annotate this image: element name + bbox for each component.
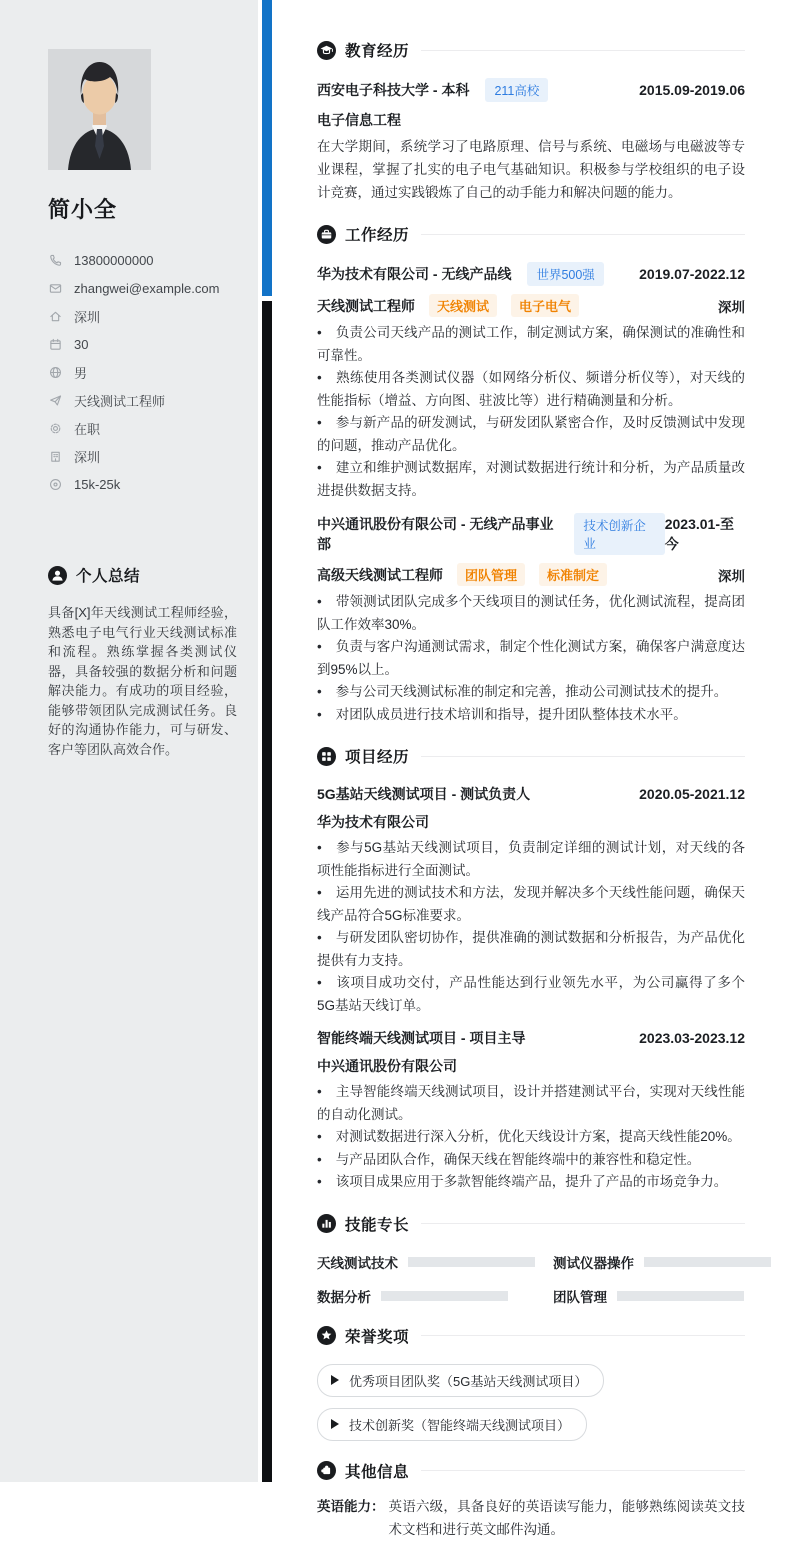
section-title: 其他信息 xyxy=(345,1463,410,1481)
section-title: 工作经历 xyxy=(345,227,410,244)
section-work xyxy=(317,223,745,726)
project-bullets xyxy=(317,1081,745,1194)
contact-salary xyxy=(48,470,237,498)
work-location: 深圳 xyxy=(718,568,745,584)
contact-city xyxy=(48,442,237,470)
contact-text: 13800000000 xyxy=(74,252,154,268)
skill-label: 测试仪器操作 xyxy=(553,1255,634,1271)
role-name: 高级天线测试工程师 xyxy=(317,566,443,583)
bullet-item: • 建立和维护测试数据库，对测试数据进行统计和分析，为产品质量改进提供数据支持。 xyxy=(317,457,745,502)
skill-bar xyxy=(381,1291,508,1301)
role-tag: 天线测试 xyxy=(429,294,497,317)
contact-status xyxy=(48,414,237,442)
person-icon xyxy=(48,566,67,585)
contact-gender xyxy=(48,358,237,386)
bullet-item: • 带领测试团队完成多个天线项目的测试任务，优化测试流程，提高团队工作效率30%。 xyxy=(317,591,745,636)
other-text: 英语六级，具备良好的英语读写能力，能够熟练阅读英文技术文档和进行英文邮件沟通。 xyxy=(388,1498,745,1537)
section-projects xyxy=(317,745,745,1194)
summary-title: 个人总结 xyxy=(76,568,141,585)
role-tag: 标准制定 xyxy=(539,563,607,586)
contact-list xyxy=(48,246,237,498)
education-date: 2015.09-2019.06 xyxy=(639,82,745,98)
accent-stripe-black xyxy=(262,301,272,1482)
bullet-item: • 运用先进的测试技术和方法，发现并解决多个天线性能问题，确保天线产品符合5G标准要求。 xyxy=(317,882,745,927)
project-title-row xyxy=(317,1028,745,1048)
contact-text: zhangwei@example.com xyxy=(74,280,220,296)
contact-text: 30 xyxy=(74,336,89,352)
education-header xyxy=(317,39,745,61)
candidate-name: 简小全 xyxy=(48,197,118,222)
honor-item[interactable] xyxy=(317,1408,587,1441)
section-title: 技能专长 xyxy=(345,1216,410,1234)
grid-icon xyxy=(317,747,336,766)
section-title: 教育经历 xyxy=(345,43,410,60)
role-row xyxy=(317,294,745,317)
work-date: 2023.01-至今 xyxy=(664,516,735,552)
status-icon xyxy=(48,421,62,435)
bullet-item: • 该项目成果应用于多款智能终端产品，提升了产品的市场竞争力。 xyxy=(317,1171,745,1194)
skill-bar xyxy=(408,1257,535,1267)
salary-icon xyxy=(48,477,62,491)
skill-item xyxy=(317,1286,535,1306)
contact-age xyxy=(48,330,237,358)
project-entry xyxy=(317,1028,745,1194)
phone-icon xyxy=(48,253,62,267)
skill-label: 数据分析 xyxy=(317,1289,371,1305)
profile-photo xyxy=(48,49,151,170)
work-location: 深圳 xyxy=(718,299,745,315)
bullet-item: • 与研发团队密切协作，提供准确的测试数据和分析报告，为产品优化提供有力支持。 xyxy=(317,927,745,972)
skills-header xyxy=(317,1213,745,1235)
bullet-item: • 负责公司天线产品的测试工作，制定测试方案，确保测试的准确性和可靠性。 xyxy=(317,322,745,367)
contact-text: 深圳 xyxy=(74,449,101,465)
company-badge: 技术创新企业 xyxy=(574,513,664,555)
education-title-row xyxy=(317,78,745,102)
divider xyxy=(421,1223,745,1224)
bullet-item: • 参与新产品的研发测试，与研发团队紧密合作，及时反馈测试中发现的问题，推动产品优化。 xyxy=(317,412,745,457)
company-row xyxy=(317,513,745,555)
bullet-item: • 熟练使用各类测试仪器（如网络分析仪、频谱分析仪等），对天线的性能指标（增益、方向图、驻波比等）进行精确测量和分析。 xyxy=(317,367,745,412)
major-row xyxy=(317,110,745,130)
work-bullets xyxy=(317,591,745,726)
divider xyxy=(421,756,745,757)
role-row xyxy=(317,563,745,586)
company-name: 中兴通讯股份有限公司 - 无线产品事业部 xyxy=(317,516,554,552)
company-badge: 世界500强 xyxy=(527,262,603,286)
section-education xyxy=(317,39,745,204)
mail-icon xyxy=(48,281,62,295)
project-company-row xyxy=(317,1056,745,1076)
resume-main xyxy=(317,0,745,1537)
honor-text: 优秀项目团队奖（5G基站天线测试项目） xyxy=(349,1373,588,1389)
school-name: 西安电子科技大学 - 本科 xyxy=(317,82,470,98)
bullet-item: • 参与5G基站天线测试项目，负责制定详细的测试计划，对天线的各项性能指标进行全面测试。 xyxy=(317,837,745,882)
divider xyxy=(421,1335,745,1336)
age-icon xyxy=(48,337,62,351)
bullet-item: • 对团队成员进行技术培训和指导，提升团队整体技术水平。 xyxy=(317,704,745,727)
summary-text: 具备[X]年天线测试工程师经验，熟悉电子电气行业天线测试标准和流程。熟练掌握各类测试仪器，具备较强的数据分析和问题解决能力。有成功的项目经验，能够带领团队完成测试任务。良好的沟通协作能力，可与研发、客户等团队高效合作。 xyxy=(48,605,237,757)
education-entry xyxy=(317,78,745,204)
medal-icon xyxy=(317,1326,336,1345)
work-header xyxy=(317,223,745,245)
honor-text: 技术创新奖（智能终端天线测试项目） xyxy=(349,1417,571,1433)
work-entry xyxy=(317,262,745,502)
skill-label: 天线测试技术 xyxy=(317,1255,398,1271)
bullet-item: • 主导智能终端天线测试项目，设计并搭建测试平台，实现对天线性能的自动化测试。 xyxy=(317,1081,745,1126)
contact-text: 深圳 xyxy=(74,309,101,325)
accent-stripe-blue xyxy=(262,0,272,296)
bullet-item: • 该项目成功交付，产品性能达到行业领先水平，为公司赢得了多个5G基站天线订单。 xyxy=(317,972,745,1017)
project-date: 2020.05-2021.12 xyxy=(639,786,745,802)
contact-email xyxy=(48,274,237,302)
contact-text: 天线测试工程师 xyxy=(74,393,166,409)
project-date: 2023.03-2023.12 xyxy=(639,1030,745,1046)
section-other xyxy=(317,1460,745,1541)
work-bullets xyxy=(317,322,745,502)
project-company: 华为技术有限公司 xyxy=(317,814,429,830)
gender-icon xyxy=(48,365,62,379)
skill-bar xyxy=(644,1257,771,1267)
profile-photo-image xyxy=(48,49,151,170)
major-name: 电子信息工程 xyxy=(317,112,401,128)
section-title: 荣誉奖项 xyxy=(345,1328,410,1346)
puzzle-icon xyxy=(317,1461,336,1480)
bullet-item: • 与产品团队合作，确保天线在智能终端中的兼容性和稳定性。 xyxy=(317,1149,745,1172)
contact-phone xyxy=(48,246,237,274)
company-name: 华为技术有限公司 - 无线产品线 xyxy=(317,266,512,282)
skill-bar xyxy=(617,1291,744,1301)
projects-header xyxy=(317,745,745,767)
honor-item[interactable] xyxy=(317,1364,604,1397)
role-tag: 电子电气 xyxy=(511,294,579,317)
project-name: 5G基站天线测试项目 - 测试负责人 xyxy=(317,786,531,802)
bullet-item: • 负责与客户沟通测试需求，制定个性化测试方案，确保客户满意度达到95%以上。 xyxy=(317,636,745,681)
other-header xyxy=(317,1460,745,1482)
city-icon xyxy=(48,449,62,463)
project-company-row xyxy=(317,812,745,832)
divider xyxy=(421,234,745,235)
other-label: 英语能力： xyxy=(317,1498,385,1514)
section-title: 项目经历 xyxy=(345,749,410,766)
contact-text: 男 xyxy=(74,365,88,381)
contact-location xyxy=(48,302,237,330)
company-row xyxy=(317,262,745,286)
contact-job-title xyxy=(48,386,237,414)
bar-chart-icon xyxy=(317,1214,336,1233)
work-date: 2019.07-2022.12 xyxy=(639,266,745,282)
project-entry xyxy=(317,784,745,1017)
skill-label: 团队管理 xyxy=(553,1289,607,1305)
divider xyxy=(421,1470,745,1471)
graduation-cap-icon xyxy=(317,41,336,60)
school-badge: 211高校 xyxy=(485,78,548,102)
role-name: 天线测试工程师 xyxy=(317,297,415,314)
project-bullets xyxy=(317,837,745,1017)
home-icon xyxy=(48,309,62,323)
bullet-item: • 参与公司天线测试标准的制定和完善，推动公司测试技术的提升。 xyxy=(317,681,745,704)
work-entry xyxy=(317,513,745,726)
project-company: 中兴通讯股份有限公司 xyxy=(317,1058,457,1074)
section-skills xyxy=(317,1213,745,1306)
summary-header xyxy=(48,564,237,586)
divider xyxy=(421,50,745,51)
project-title-row xyxy=(317,784,745,804)
education-description: 在大学期间，系统学习了电路原理、信号与系统、电磁场与电磁波等专业课程，掌握了扎实的电子电气基础知识。积极参与学校组织的电子设计竞赛，通过实践锻炼了自己的动手能力和解决问题的能力。 xyxy=(317,139,745,200)
bullet-item: • 对测试数据进行深入分析，优化天线设计方案，提高天线性能20%。 xyxy=(317,1126,745,1149)
section-honors xyxy=(317,1325,745,1441)
play-icon xyxy=(331,1375,339,1385)
role-tag: 团队管理 xyxy=(457,563,525,586)
skill-item xyxy=(553,1252,771,1272)
job-title-icon xyxy=(48,393,62,407)
skill-item xyxy=(553,1286,771,1306)
honors-header xyxy=(317,1325,745,1347)
other-info-row xyxy=(317,1495,745,1541)
sidebar xyxy=(0,0,258,1482)
contact-text: 15k-25k xyxy=(74,476,121,492)
skill-item xyxy=(317,1252,535,1272)
project-name: 智能终端天线测试项目 - 项目主导 xyxy=(317,1030,526,1046)
play-icon xyxy=(331,1419,339,1429)
contact-text: 在职 xyxy=(74,421,101,437)
skills-grid xyxy=(317,1252,745,1306)
briefcase-icon xyxy=(317,225,336,244)
